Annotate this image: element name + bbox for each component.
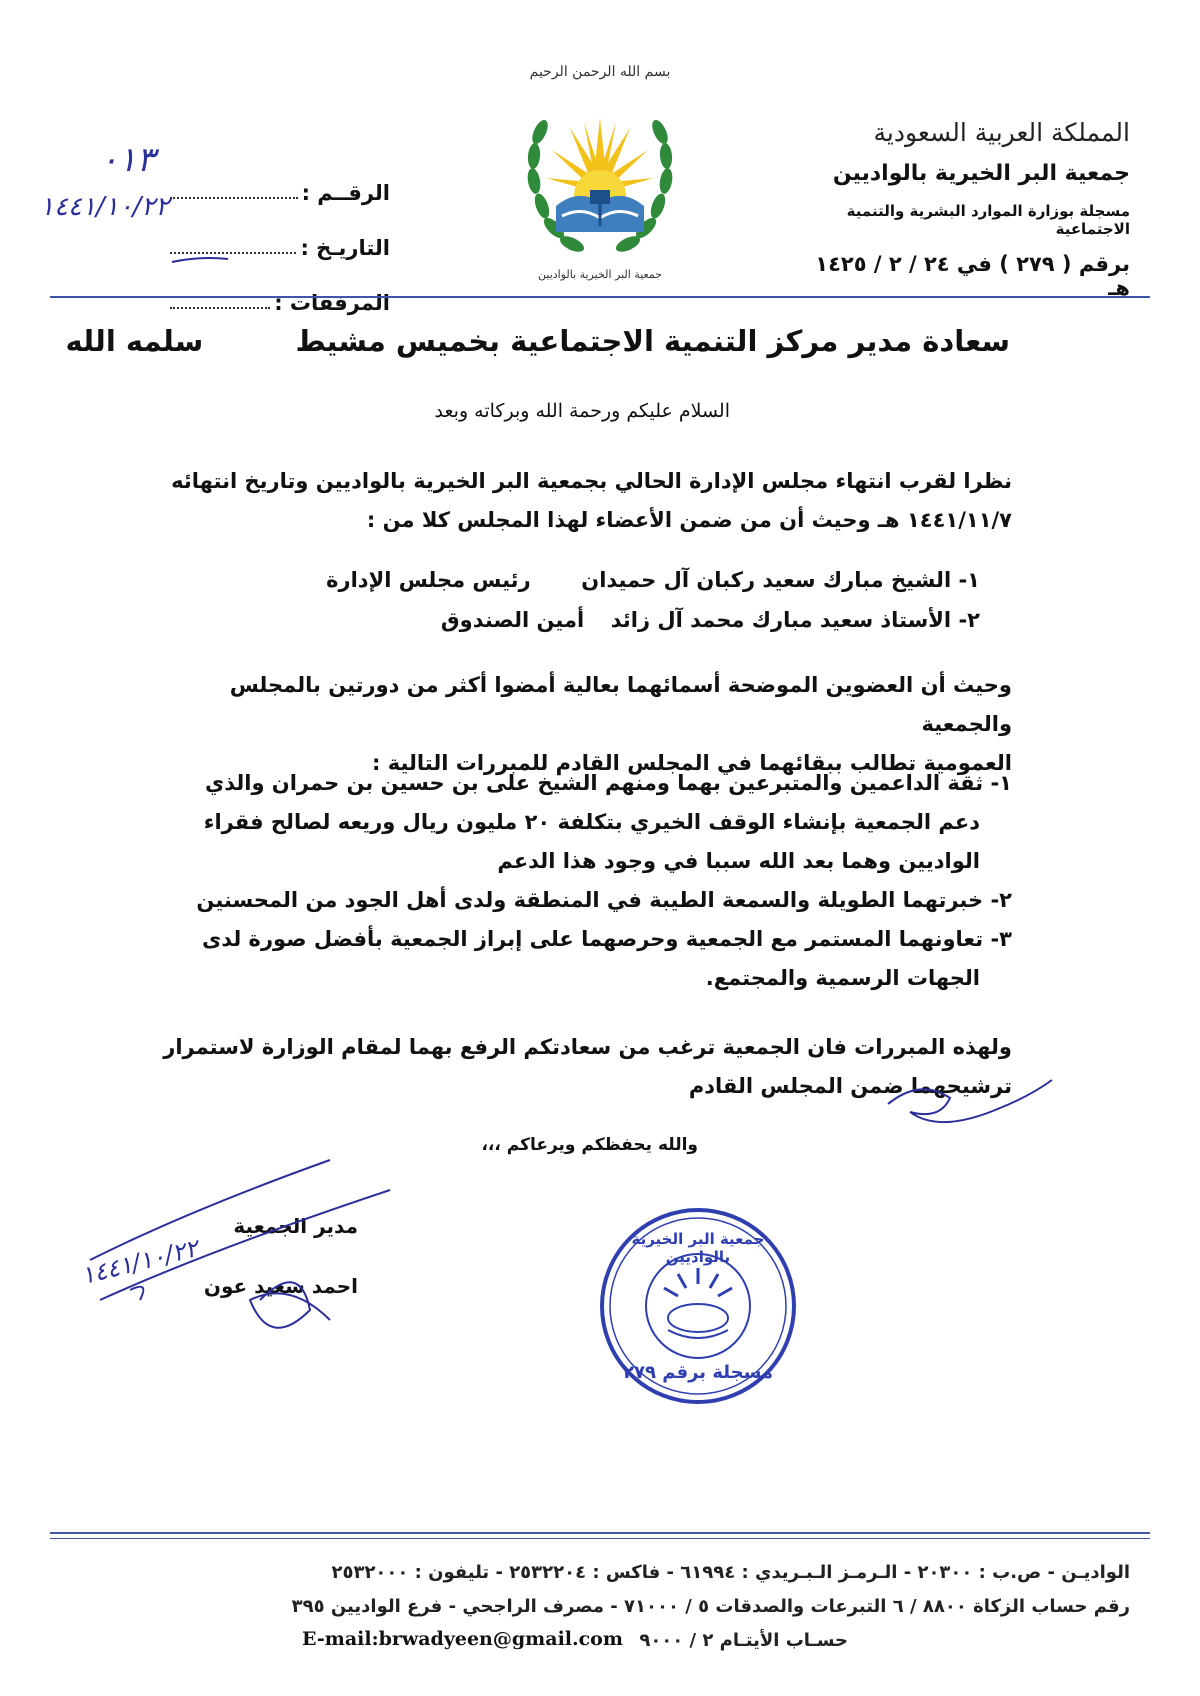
footer-orphans-account: حسـاب الأيتـام ٢ / ٩٠٠٠ <box>639 1630 848 1651</box>
sun-emblem-icon <box>512 56 688 288</box>
salutation: السلام عليكم ورحمة الله وبركاته وبعد <box>434 400 730 422</box>
signature-scribble-icon <box>70 1150 400 1350</box>
reason-item-1 <box>132 764 1012 881</box>
stamp-bottom-text: مسجلة برقم ٢٧٩ <box>622 1362 774 1383</box>
reason-line: تعاونهما المستمر مع الجمعية وحرصهما على إبراز الجمعية بأفضل صورة لدى <box>201 927 984 951</box>
ref-number-row <box>170 150 390 205</box>
intro-paragraph <box>152 462 1012 540</box>
request-line-2: ترشيحهما ضمن المجلس القادم <box>688 1074 1012 1098</box>
kingdom-name: المملكة العربية السعودية <box>873 118 1130 147</box>
member-number: ٢- <box>958 608 980 632</box>
signature-title: مدير الجمعية <box>233 1214 358 1238</box>
member-name: الأستاذ سعيد مبارك محمد آل زائد <box>610 608 952 632</box>
ref-number-line <box>170 179 298 199</box>
ref-number-label: الرقــم : <box>301 181 390 205</box>
reason-number: ٢- <box>990 888 1012 912</box>
org-stamp <box>598 1206 798 1406</box>
reason-number: ١- <box>990 771 1012 795</box>
date-line <box>170 234 296 254</box>
handwritten-date: ١٤٤١/١٠/٢٢ <box>40 192 170 222</box>
member-role: رئيس مجلس الإدارة <box>326 568 531 592</box>
reason-intro-line-2: العمومية تطالب ببقائهما في المجلس القادم للمبررات التالية : <box>372 751 1012 775</box>
request-line-1: ولهذه المبررات فان الجمعية ترغب من سعادتكم الرفع بهما لمقام الوزارة لاستمرار <box>163 1035 1012 1059</box>
handwritten-ref-number: ٠١٣ <box>100 140 155 180</box>
member-number: ١- <box>958 568 980 592</box>
footer-contact: الواديـن - ص.ب : ٢٠٣٠٠ - الـرمـز الـبـريدي : ٦١٩٩٤ - فاكس : ٢٥٣٢٢٠٤ - تليفون : ٢٥٣٢٠٠٠ <box>331 1562 1130 1583</box>
stamp-top-text: جمعية البر الخيرية بالواديين <box>631 1230 765 1266</box>
registration-number: برقم ( ٢٧٩ ) في ٢٤ / ٢ / ١٤٢٥ هـ <box>815 252 1130 300</box>
signature-name: احمد سعيد عون <box>203 1274 358 1298</box>
closing-line: والله يحفظكم ويرعاكم ،،، <box>481 1135 698 1155</box>
intro-line-2: ١٤٤١/١١/٧ هـ وحيث أن من ضمن الأعضاء لهذا المجلس كلا من : <box>366 508 1012 532</box>
footer-divider <box>50 1532 1150 1534</box>
addressee-line <box>66 324 1011 358</box>
intro-line-1: نظرا لقرب انتهاء مجلس الإدارة الحالي بجمعية البر الخيرية بالواديين وتاريخ انتهائه <box>171 469 1012 493</box>
reasons-list <box>132 764 1012 998</box>
reference-fields <box>170 150 390 315</box>
org-header <box>800 118 1130 300</box>
addressee-greeting: سلمه الله <box>65 324 204 358</box>
reason-line: دعم الجمعية بإنشاء الوقف الخيري بتكلفة ٢٠ مليون ريال وريعه لصالح فقراء <box>203 810 980 834</box>
footer-bank-accounts: رقم حساب الزكاة ٨٨٠٠ / ٦ التبرعات والصدقات ٥ / ٧١٠٠٠ - مصرف الراجحي - فرع الواديين ٣٩٥ <box>291 1596 1130 1617</box>
addressee-title: سعادة مدير مركز التنمية الاجتماعية بخميس مشيط <box>295 324 1010 358</box>
member-name: الشيخ مبارك سعيد ركبان آل حميدان <box>581 568 952 592</box>
reason-line: الجهات الرسمية والمجتمع. <box>705 966 980 990</box>
org-logo <box>512 56 688 288</box>
date-row <box>170 205 390 260</box>
signature-date: ١٤٤١/١٠/٢٢ <box>78 1233 201 1291</box>
org-name: جمعية البر الخيرية بالواديين <box>832 161 1130 186</box>
footer-divider-thin <box>50 1538 1150 1539</box>
logo-caption: جمعية البر الخيرية بالواديين <box>538 268 662 281</box>
handwritten-initial-icon <box>880 1068 1060 1148</box>
basmala: بسم الله الرحمن الرحيم <box>529 64 671 80</box>
reason-line: خبرتهما الطويلة والسمعة الطيبة في المنطقة ولدى أهل الجود من المحسنين <box>196 888 984 912</box>
member-item-2 <box>441 608 980 632</box>
member-item-1 <box>326 568 980 592</box>
handwritten-dash-icon <box>170 254 230 266</box>
reason-line: ثقة الداعمين والمتبرعين بهما ومنهم الشيخ على بن حسين بن حمران والذي <box>204 771 984 795</box>
registration-note: مسجلة بوزارة الموارد البشرية والتنمية الاجتماعية <box>846 202 1130 238</box>
reason-number: ٣- <box>990 927 1012 951</box>
date-label: التاريـخ : <box>300 236 390 260</box>
attachments-line <box>170 289 270 309</box>
member-role: أمين الصندوق <box>440 608 585 632</box>
attachments-label: المرفقات : <box>274 291 390 315</box>
reason-line: الواديين وهما بعد الله سببا في وجود هذا الدعم <box>497 849 980 873</box>
footer-email[interactable]: E-mail:brwadyeen@gmail.com <box>302 1628 623 1650</box>
reason-intro-line-1: وحيث أن العضوين الموضحة أسمائهما بعالية أمضوا أكثر من دورتين بالمجلس والجمعية <box>229 673 1012 736</box>
reason-item-3 <box>132 920 1012 998</box>
reason-item-2 <box>132 881 1012 920</box>
header-divider <box>50 296 1150 298</box>
attachments-row <box>170 260 390 315</box>
